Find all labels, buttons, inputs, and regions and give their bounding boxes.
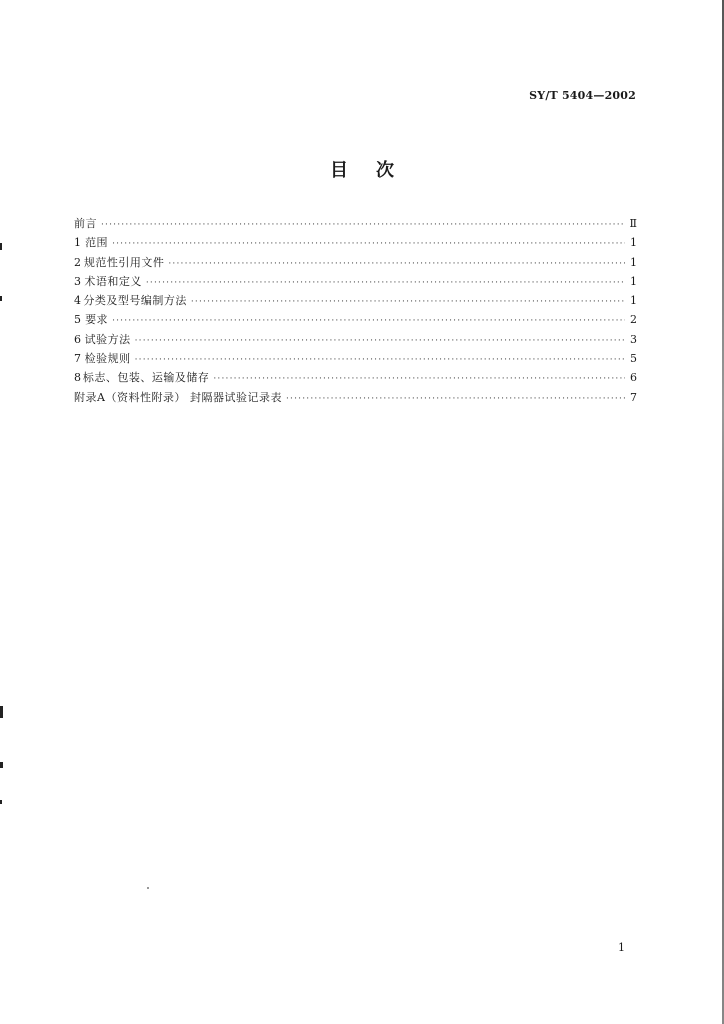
toc-leader-dots [112,235,625,254]
toc-entry-number: 2 [74,255,81,269]
toc-entry-number: 1 [74,236,81,250]
scan-mark [0,800,2,804]
toc-entry-classification[interactable] [74,291,637,310]
toc-entry-foreword[interactable] [74,214,637,233]
toc-entry-normative-references[interactable] [74,253,637,272]
toc-entry-number: 8 [74,371,81,385]
toc-entry-label: 标志、包装、运输及储存 [82,371,210,385]
toc-entry-requirements[interactable] [74,310,637,329]
toc-entry-label: 前言 [74,217,97,230]
toc-entry-page: 2 [630,313,637,327]
toc-entry-label: 规范性引用文件 [83,255,165,269]
toc-entry-label: 要求 [85,313,109,327]
scan-mark [0,762,3,768]
toc-entry-marking-packaging[interactable] [74,368,637,387]
toc-entry-label: 分类及型号编制方法 [83,294,187,308]
table-of-contents [74,214,637,407]
toc-leader-dots [101,216,625,235]
toc-entry-page: 1 [630,294,637,308]
toc-entry-inspection-rules[interactable] [74,349,637,368]
toc-entry-page: 1 [630,274,637,288]
toc-entry-label: 试验方法 [84,332,131,346]
toc-leader-dots [168,255,625,274]
toc-entry-number: 5 [74,313,81,327]
toc-entry-number: 4 [74,294,81,308]
scan-mark [0,243,2,250]
toc-leader-dots [146,274,625,293]
toc-entry-label: 检验规则 [84,352,131,366]
toc-entry-page: 5 [630,352,637,366]
toc-entry-number: 6 [74,332,81,346]
toc-entry-page: 3 [630,332,637,346]
page-number: 1 [618,941,625,954]
toc-leader-dots [286,390,625,409]
toc-entry-page: Ⅱ [629,217,637,230]
scan-mark [0,296,2,301]
toc-entry-terms-definitions[interactable] [74,272,637,291]
toc-leader-dots [191,293,625,312]
toc-entry-number: 7 [74,352,81,366]
toc-entry-page: 1 [630,255,637,269]
toc-entry-page: 1 [630,236,637,250]
toc-entry-label: 附录A（资料性附录） 封隔器试验记录表 [74,390,282,404]
toc-entry-scope[interactable] [74,233,637,252]
scan-speck [147,887,149,889]
toc-entry-label: 术语和定义 [84,274,142,288]
scan-mark [0,706,3,718]
toc-entry-page: 7 [630,390,637,404]
toc-leader-dots [135,332,625,351]
toc-leader-dots [112,312,625,331]
toc-entry-appendix-a[interactable] [74,388,637,407]
page-title: 目次 [330,160,422,181]
toc-entry-page: 6 [630,371,637,385]
standard-code: SY/T 5404—2002 [529,89,636,102]
toc-entry-label: 范围 [85,236,109,250]
toc-entry-number: 3 [74,274,81,288]
toc-entry-test-methods[interactable] [74,330,637,349]
